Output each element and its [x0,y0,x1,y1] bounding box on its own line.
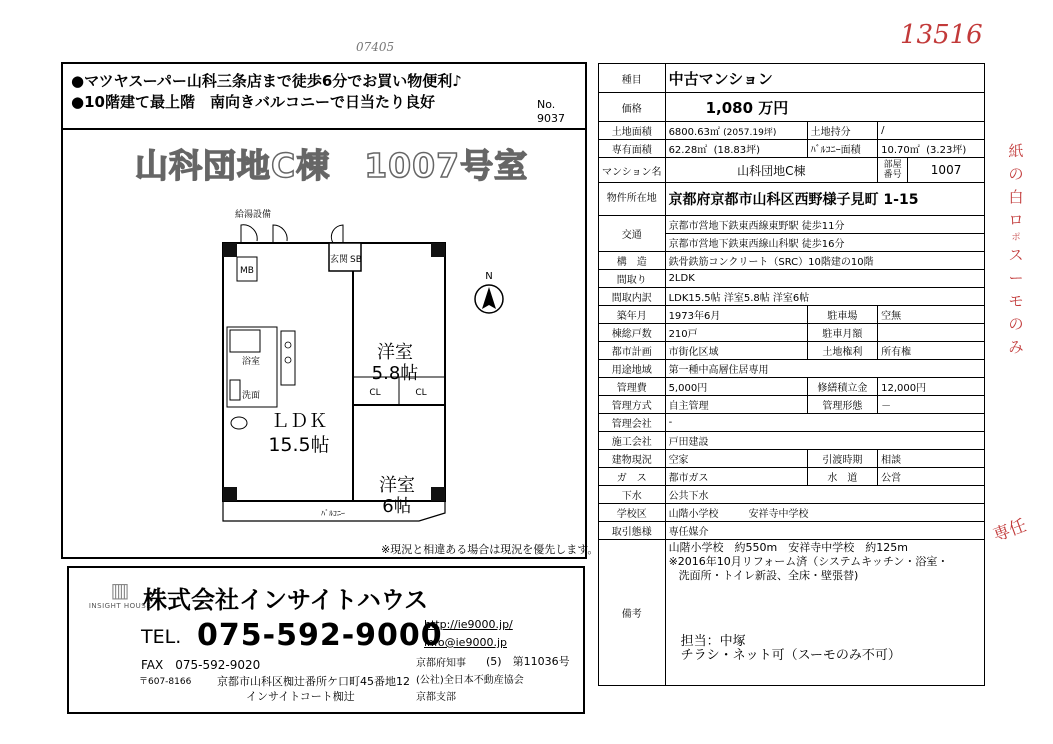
company-name: 株式会社インサイトハウス [143,586,429,614]
balcony-area-sqm: 10.70㎡ [881,145,920,156]
type-value: 中古マンション [665,64,984,93]
column [223,487,237,501]
parking-value: 空無 [878,306,985,324]
handover-value: 相談 [878,450,985,468]
table-row [599,396,985,414]
property-info-table [598,63,985,686]
license-label: 京都府知事 [416,658,466,669]
land-share-label: 土地持分 [807,122,878,140]
license-number: (5) 第11036号 [486,655,570,668]
north-label: N [485,271,493,282]
traffic-2: 京都市営地下鉄東西線山科駅 徒歩16分 [665,234,984,252]
handwritten-code: 07405 [356,40,395,54]
land-area-sqm: 6800.63㎡ [668,127,720,138]
land-area-label: 土地面積 [599,122,666,140]
listing-title: 山科団地C棟 1007号室 [135,146,529,185]
layout-detail-value: LDK15.5帖 洋室5.8帖 洋室6帖 [665,288,984,306]
table-row [599,93,985,122]
logo-text: INSIGHT HOUSE [88,602,152,610]
land-area-tsubo: (2057.19坪) [723,128,777,138]
builder-label: 施工会社 [599,432,666,450]
land-area-value [665,122,807,140]
units-label: 棟総戸数 [599,324,666,342]
remarks-cell [665,540,984,686]
price-label: 価格 [599,93,666,122]
table-row [599,324,985,342]
type-label: 種目 [599,64,666,93]
washroom-label: 洗面 [241,391,261,401]
table-row [599,540,985,686]
promo-line-1: ●マツヤスーパー山科三条店まで徒歩6分でお買い物便利♪ [71,72,462,90]
remarks-line-2: ※2016年10月リフォーム済（システムキッチン・浴室・ [668,555,949,568]
table-row [599,432,985,450]
table-row [599,504,985,522]
parking-fee-label: 駐車月額 [807,324,878,342]
listing-no-label: No. [537,98,556,111]
bath-label: 浴室 [241,357,261,367]
table-row [599,306,985,324]
table-row [599,64,985,93]
sb-label: SB [350,255,362,265]
mgmt-form-value: － [878,396,985,414]
sewer-value: 公共下水 [665,486,984,504]
side-note-char: ポ [1011,233,1021,243]
remarks-line-3: 洗面所・トイレ新設、全床・壁張替) [678,569,859,582]
floorplan [213,195,513,535]
handwritten-number: 13516 [900,20,983,50]
side-note-char: 白 [1008,188,1024,206]
water-label: 水 道 [807,468,878,486]
parking-fee-value [878,324,985,342]
zoning-value: 第一種中高層住居専用 [665,360,984,378]
city-plan-label: 都市計画 [599,342,666,360]
postal-code: 〒607-8166 [139,677,192,687]
structure-value: 鉄骨鉄筋コンクリート（SRC）10階建の10階 [665,252,984,270]
balcony-area-label: ﾊﾞﾙｺﾆｰ面積 [807,140,878,158]
room1-size: 5.8帖 [371,363,419,384]
built-value: 1973年6月 [665,306,807,324]
traffic-1: 京都市営地下鉄東西線東野駅 徒歩11分 [665,216,984,234]
parking-label: 駐車場 [807,306,878,324]
layout-detail-label: 間取内訳 [599,288,666,306]
location-label: 物件所在地 [599,183,666,216]
water-heater-label: 給湯設備 [234,210,272,220]
company-address: 京都市山科区椥辻番所ケ口町45番地12 [217,675,410,688]
layout-value: 2LDK [665,270,984,288]
mgmt-fee-value: 5,000円 [665,378,807,396]
room1-label: 洋室 [377,342,413,363]
traffic-label: 交通 [599,216,666,252]
zoning-label: 用途地域 [599,360,666,378]
side-note-char: スーモのみ [1008,246,1024,356]
floor-area-value [665,140,807,158]
table-row [599,270,985,288]
mgmt-method-value: 自主管理 [665,396,807,414]
table-row [599,486,985,504]
table-row [599,468,985,486]
layout-label: 間取り [599,270,666,288]
ldk-size: 15.5帖 [268,434,330,456]
floor-area-tsubo: (18.83坪) [713,145,760,156]
gas-value: 都市ガス [665,468,807,486]
units-value: 210戸 [665,324,807,342]
table-row [599,216,985,234]
listing-no-value: 9037 [537,112,565,125]
mgmt-method-label: 管理方式 [599,396,666,414]
remarks-label: 備考 [599,540,666,686]
mgmt-fee-label: 管理費 [599,378,666,396]
tel-number[interactable]: 075-592-9000 [197,618,443,653]
land-right-label: 土地権利 [807,342,878,360]
table-row [599,140,985,158]
structure-label: 構 造 [599,252,666,270]
room2-label: 洋室 [379,475,415,496]
room-no-label: 部屋番号 [878,158,908,183]
email-link[interactable]: info@ie9000.jp [424,636,507,649]
mgmt-company-label: 管理会社 [599,414,666,432]
table-row [599,288,985,306]
status-label: 建物現況 [599,450,666,468]
mansion-name-value: 山科団地C棟 [665,158,878,183]
table-row [599,183,985,216]
memo-ad-permission: チラシ・ネット可（スーモのみ不可） [680,648,901,663]
column [431,487,445,501]
table-row [599,360,985,378]
land-share-value: / [878,122,985,140]
sewer-label: 下水 [599,486,666,504]
handover-label: 引渡時期 [807,450,878,468]
column [223,243,237,257]
table-row [599,342,985,360]
school-label: 学校区 [599,504,666,522]
closet-2-label: CL [415,388,427,398]
ldk-label: ＬＤＫ [270,410,328,432]
repair-fund-label: 修繕積立金 [807,378,878,396]
side-note-char: 紙 [1008,142,1024,160]
water-value: 公営 [878,468,985,486]
room-no-value: 1007 [908,158,985,183]
listing-panel [61,62,599,559]
closet-1-label: CL [369,388,381,398]
land-right-value: 所有権 [878,342,985,360]
table-row [599,378,985,396]
floor-area-label: 専有面積 [599,140,666,158]
column [431,243,445,257]
balcony-area-tsubo: (3.23坪) [926,145,967,156]
mb-label: MB [240,266,254,276]
table-row [599,252,985,270]
school-value: 山階小学校 安祥寺中学校 [665,504,984,522]
room2-size: 6帖 [382,496,412,517]
transaction-label: 取引態様 [599,522,666,540]
table-row [599,450,985,468]
branch: 京都支部 [416,692,456,703]
mansion-name-label: マンション名 [599,158,666,183]
price-value: 1,080 万円 [665,93,984,122]
table-row [599,414,985,432]
gas-label: ガ ス [599,468,666,486]
website-link[interactable]: http://ie9000.jp/ [424,618,513,631]
fax-number: FAX 075-592-9020 [141,658,261,672]
side-note-char: の [1008,165,1024,183]
mgmt-company-value: - [665,414,984,432]
location-value: 京都府京都市山科区西野様子見町 1-15 [665,183,984,216]
repair-fund-value: 12,000円 [878,378,985,396]
company-panel [67,566,585,714]
table-row [599,522,985,540]
status-value: 空家 [665,450,807,468]
builder-value: 戸田建設 [665,432,984,450]
logo-mark-icon: ▥ [110,578,130,602]
balcony-label: ﾊﾞﾙｺﾆｰ [321,509,345,518]
promo-line-2: ●10階建て最上階 南向きバルコニーで日当たり良好 [71,93,435,111]
entrance-label: 玄関 [329,255,349,265]
tel-label: TEL. [141,626,182,648]
floor-area-sqm: 62.28㎡ [668,145,708,156]
handwritten-exclusive: 専任 [990,515,1030,547]
association: (公社)全日本不動産協会 [416,675,524,686]
building-name: インサイトコート椥辻 [246,690,355,703]
divider [63,128,585,130]
table-row [599,158,985,183]
side-note-char: ロ [1008,211,1024,229]
memo-staff: 担当：中塚 [680,634,746,649]
built-label: 築年月 [599,306,666,324]
table-row [599,122,985,140]
remarks-line-1: 山階小学校 約550m 安祥寺中学校 約125m [668,541,908,554]
transaction-value: 専任媒介 [665,522,984,540]
balcony-area-value [878,140,985,158]
mgmt-form-label: 管理形態 [807,396,878,414]
disclaimer: ※現況と相違ある場合は現況を優先します。 [381,543,599,556]
handwritten-side-note [1002,140,1030,359]
city-plan-value: 市街化区域 [665,342,807,360]
